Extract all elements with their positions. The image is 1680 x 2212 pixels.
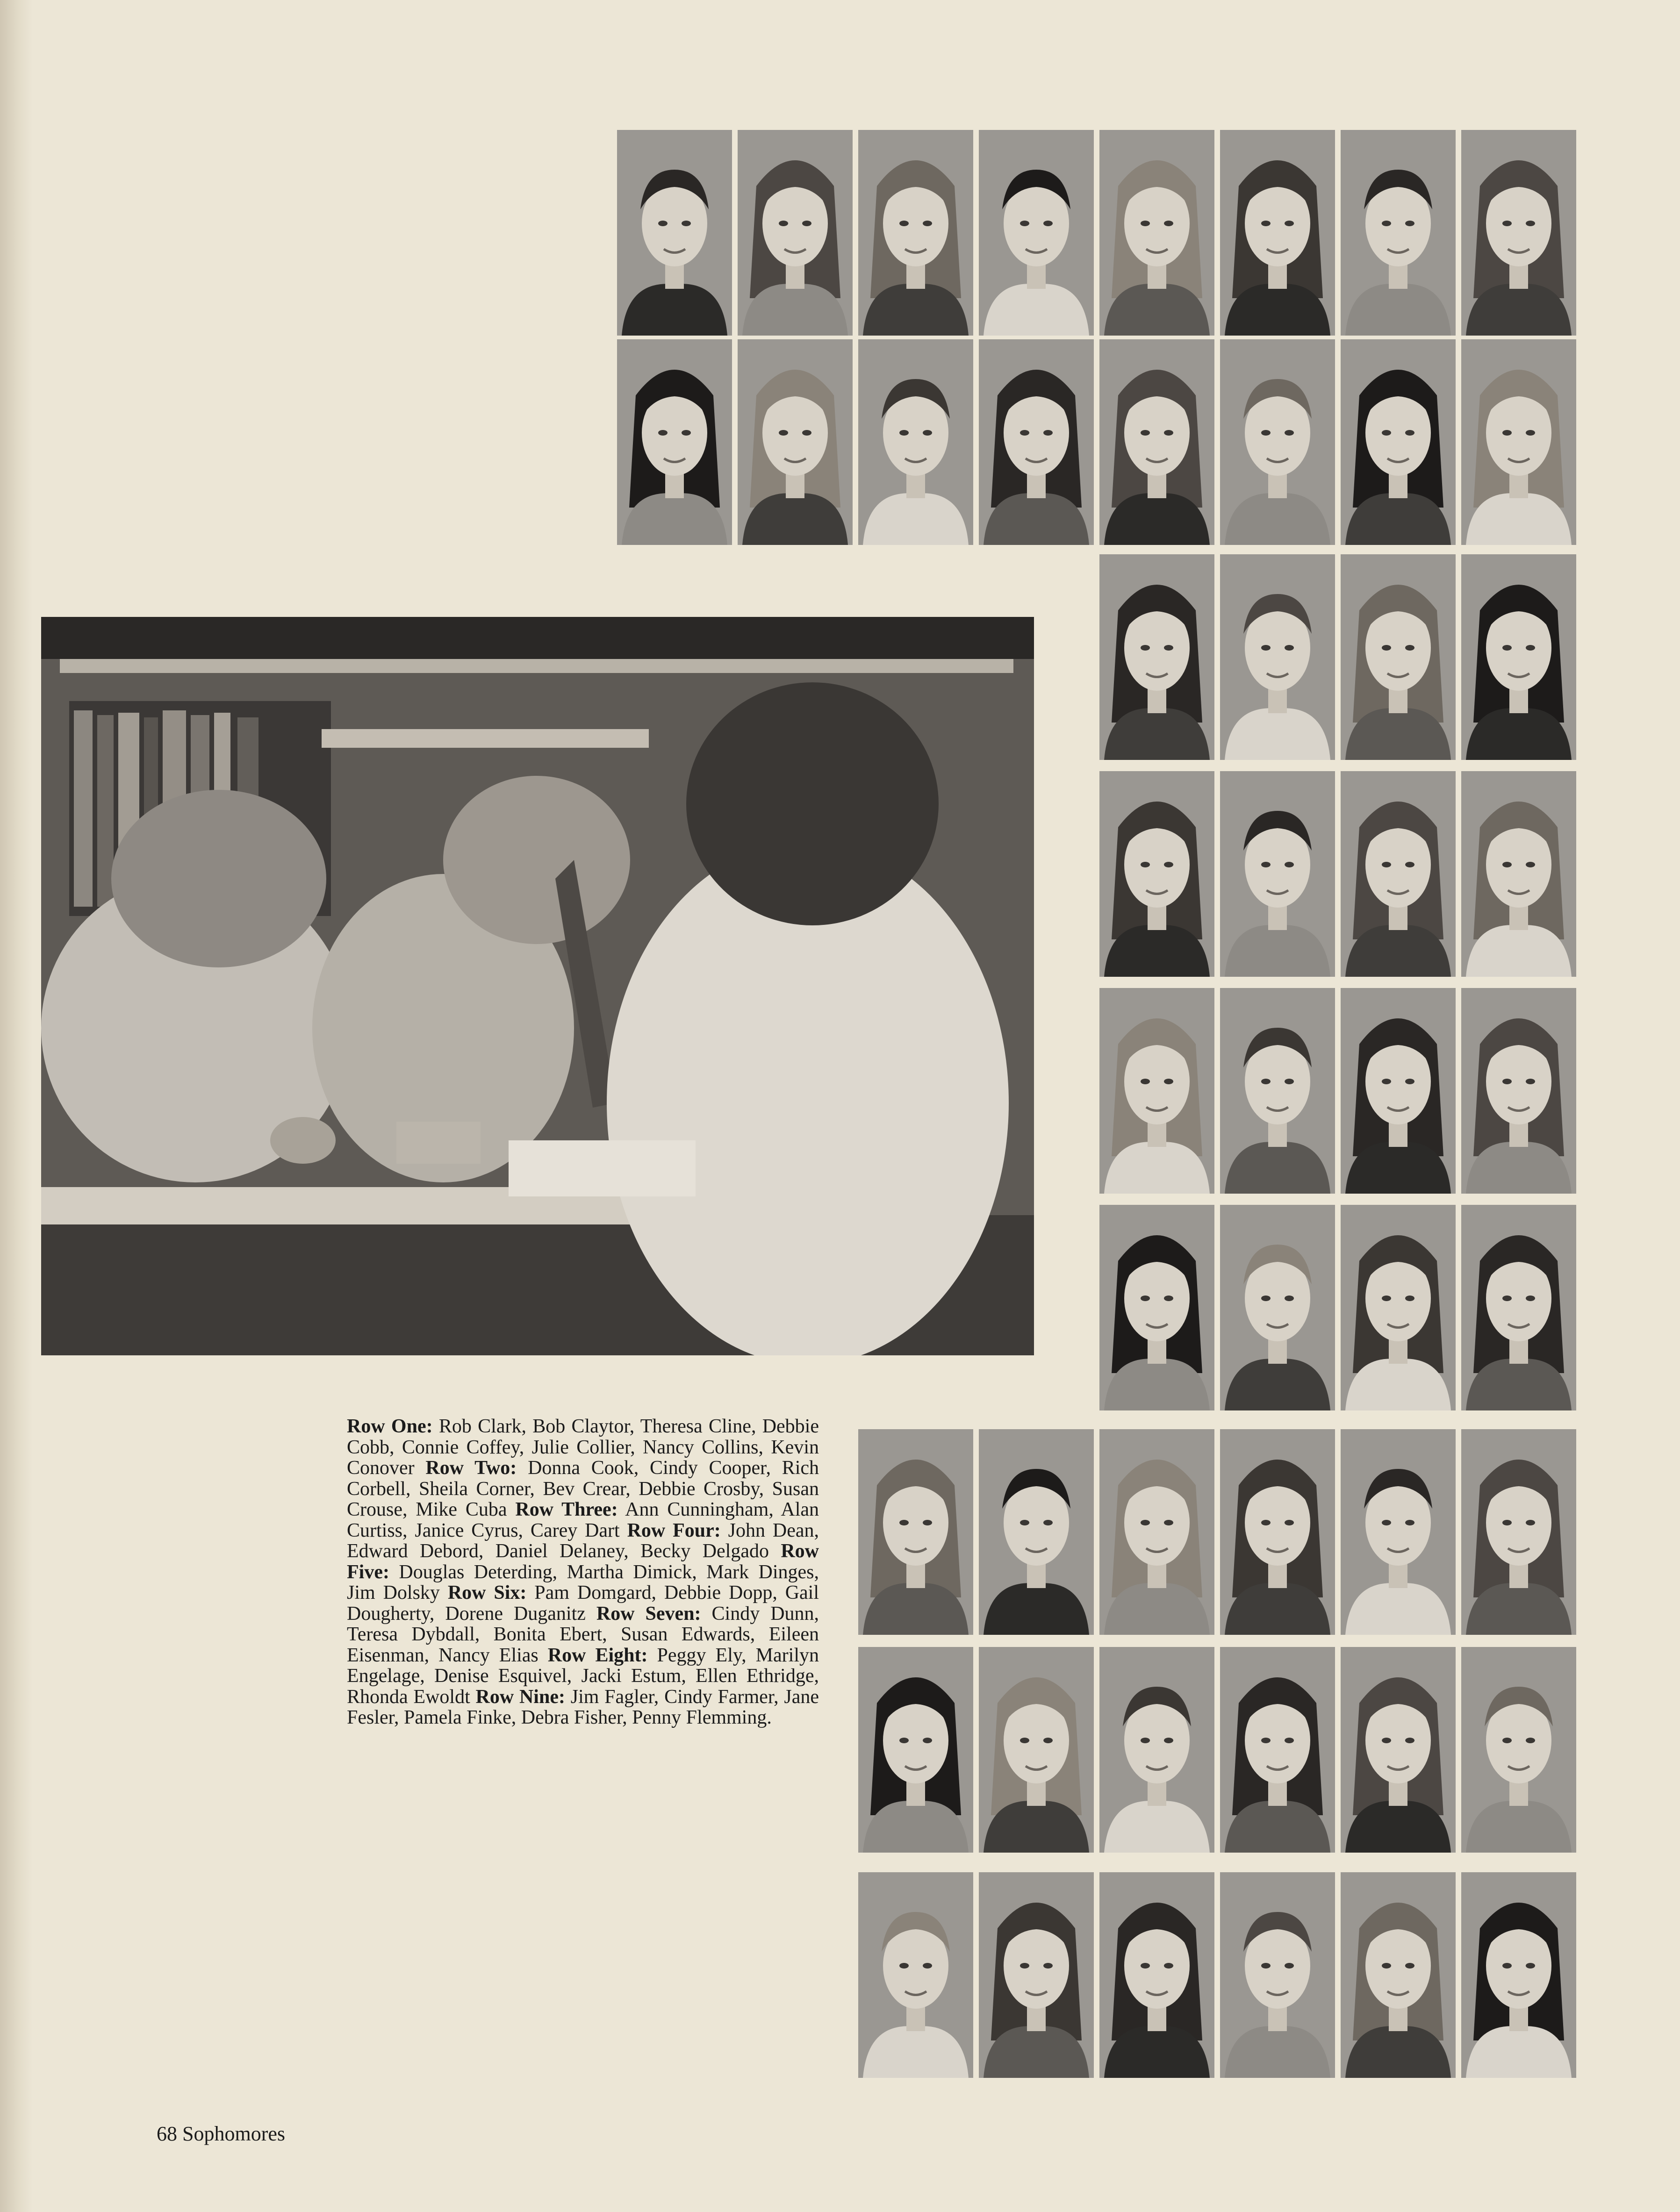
caption-row-eight-label: Row Eight: <box>547 1644 648 1666</box>
caption-row-eight-names: Peggy Ely, Marilyn Engelage, Denise Esquivel, Jacki Estum, Ellen Ethridge, Rhonda Ewoldt <box>347 1644 819 1708</box>
student-portrait <box>1220 771 1335 977</box>
student-portrait <box>1220 988 1335 1194</box>
student-portrait <box>1099 1647 1214 1853</box>
student-portrait <box>1220 130 1335 336</box>
student-portrait <box>979 339 1094 545</box>
student-portrait <box>1099 771 1214 977</box>
student-portrait <box>1341 771 1456 977</box>
caption-row-six-label: Row Six: <box>447 1582 527 1604</box>
caption-row-seven-names: Cindy Dunn, Teresa Dybdall, Bonita Ebert, Susan Edwards, Eileen Eisenman, Nancy Elias <box>347 1603 819 1666</box>
caption-row-two-label: Row Two: <box>425 1457 517 1479</box>
student-portrait <box>1461 1647 1576 1853</box>
caption-row-three-names: Ann Cunningham, Alan Curtiss, Janice Cyrus, Carey Dart <box>347 1499 819 1541</box>
student-portrait <box>1341 1205 1456 1410</box>
student-portrait <box>1341 1647 1456 1853</box>
caption-names-list <box>347 1416 819 1728</box>
student-portrait <box>979 1429 1094 1635</box>
student-portrait <box>1099 988 1214 1194</box>
caption-row-five-names: Douglas Deterding, Martha Dimick, Mark Dinges, Jim Dolsky <box>347 1561 819 1604</box>
caption-row-six-names: Pam Domgard, Debbie Dopp, Gail Dougherty, Dorene Duganitz <box>347 1582 819 1625</box>
student-portrait <box>1461 339 1576 545</box>
student-portrait <box>1220 1429 1335 1635</box>
student-portrait <box>1461 1429 1576 1635</box>
candid-library-photo <box>41 617 1034 1355</box>
student-portrait <box>979 1647 1094 1853</box>
student-portrait <box>1099 1872 1214 2078</box>
caption-row-seven-label: Row Seven: <box>596 1603 701 1625</box>
student-portrait <box>1220 1872 1335 2078</box>
student-portrait <box>1461 130 1576 336</box>
student-portrait <box>1461 771 1576 977</box>
caption-row-two-names: Donna Cook, Cindy Cooper, Rich Corbell, Sheila Corner, Bev Crear, Debbie Crosby, Susan Crouse, Mike Cuba <box>347 1457 819 1520</box>
student-portrait <box>979 130 1094 336</box>
student-portrait <box>617 339 732 545</box>
student-portrait <box>1341 988 1456 1194</box>
student-portrait <box>1099 554 1214 760</box>
student-portrait <box>858 1429 973 1635</box>
student-portrait <box>1461 1872 1576 2078</box>
caption-row-nine-label: Row Nine: <box>475 1686 565 1708</box>
caption-row-one-names: Rob Clark, Bob Claytor, Theresa Cline, Debbie Cobb, Connie Coffey, Julie Collier, Nancy Collins, Kevin Conover <box>347 1416 819 1479</box>
student-portrait <box>1341 554 1456 760</box>
student-portrait <box>1461 1205 1576 1410</box>
student-portrait <box>1220 554 1335 760</box>
student-portrait <box>1341 1429 1456 1635</box>
page-binding-edge <box>0 0 33 2212</box>
student-portrait <box>1461 988 1576 1194</box>
student-portrait <box>1220 1205 1335 1410</box>
student-portrait <box>617 130 732 336</box>
page-folio: 68 Sophomores <box>157 2122 285 2145</box>
student-portrait <box>1099 1429 1214 1635</box>
student-portrait <box>979 1872 1094 2078</box>
student-portrait <box>858 339 973 545</box>
student-portrait <box>1099 339 1214 545</box>
caption-row-four-label: Row Four: <box>627 1519 721 1541</box>
student-portrait <box>1220 339 1335 545</box>
caption-row-three-label: Row Three: <box>515 1499 618 1520</box>
student-portrait <box>1220 1647 1335 1853</box>
student-portrait <box>1461 554 1576 760</box>
caption-row-four-names: John Dean, Edward Debord, Daniel Delaney, Becky Delgado <box>347 1519 819 1562</box>
student-portrait <box>858 1872 973 2078</box>
student-portrait <box>738 130 853 336</box>
caption-row-nine-names: Jim Fagler, Cindy Farmer, Jane Fesler, Pamela Finke, Debra Fisher, Penny Flemming. <box>347 1686 819 1728</box>
student-portrait <box>738 339 853 545</box>
caption-row-five-label: Row Five: <box>347 1540 819 1583</box>
student-portrait <box>1099 1205 1214 1410</box>
student-portrait <box>1341 339 1456 545</box>
caption-row-one-label: Row One: <box>347 1416 433 1437</box>
student-portrait <box>858 130 973 336</box>
student-portrait <box>1341 130 1456 336</box>
student-portrait <box>1341 1872 1456 2078</box>
student-portrait <box>858 1647 973 1853</box>
student-portrait <box>1099 130 1214 336</box>
